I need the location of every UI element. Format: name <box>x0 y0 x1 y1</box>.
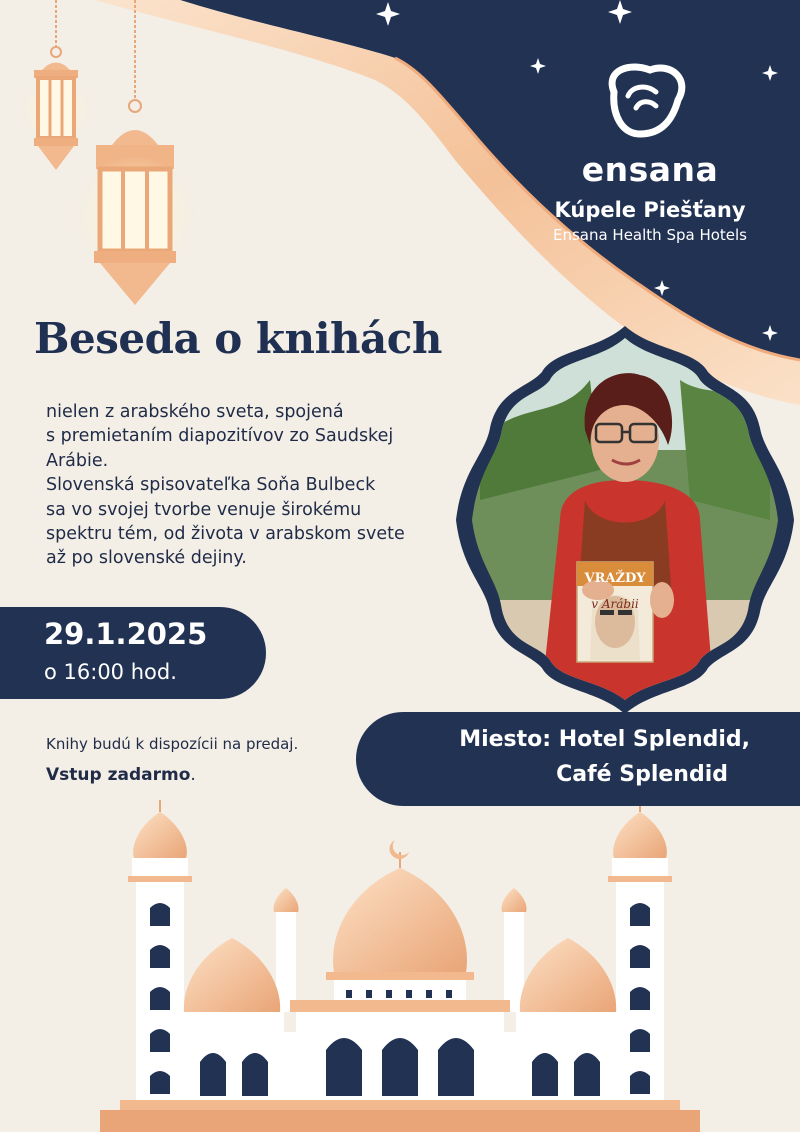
event-time: o 16:00 hod. <box>44 660 177 684</box>
brand-resort: Kúpele Piešťany <box>554 198 746 222</box>
event-place-line1: Miesto: Hotel Splendid, <box>459 727 750 752</box>
event-description <box>46 400 466 571</box>
mosque-illustration <box>100 800 700 1132</box>
description-line: až po slovenské dejiny. <box>46 548 247 569</box>
book-cover-text <box>470 330 780 710</box>
sale-note: Knihy budú k dispozícii na predaj. <box>46 735 299 753</box>
description-line: spektru tém, od života v arabskom svete <box>46 524 405 545</box>
event-place-line2: Café Splendid <box>556 762 728 787</box>
description-line: nielen z arabského sveta, spojená <box>46 402 344 422</box>
brand-hotels: Ensana Health Spa Hotels <box>552 226 748 244</box>
entry-text: Vstup zadarmo <box>46 765 191 785</box>
description-line: Arábie. <box>46 450 109 471</box>
book-title-1: VRAŽDY <box>584 571 646 586</box>
book-title-2: v Arábii <box>591 597 639 611</box>
event-date: 29.1.2025 <box>44 617 208 651</box>
event-title: Beseda o knihách <box>34 314 442 363</box>
description-line: sa vo svojej tvorbe venuje širokému <box>46 499 362 520</box>
entry-suffix: . <box>190 765 196 785</box>
hanging-lantern-large <box>75 0 195 305</box>
hanging-lantern-small <box>22 0 90 170</box>
brand-name: ensana <box>581 150 719 189</box>
entry-note <box>46 765 196 785</box>
description-line: s premietaním diapozitívov zo Saudskej <box>46 426 394 447</box>
description-line: Slovenská spisovateľka Soňa Bulbeck <box>46 475 376 496</box>
